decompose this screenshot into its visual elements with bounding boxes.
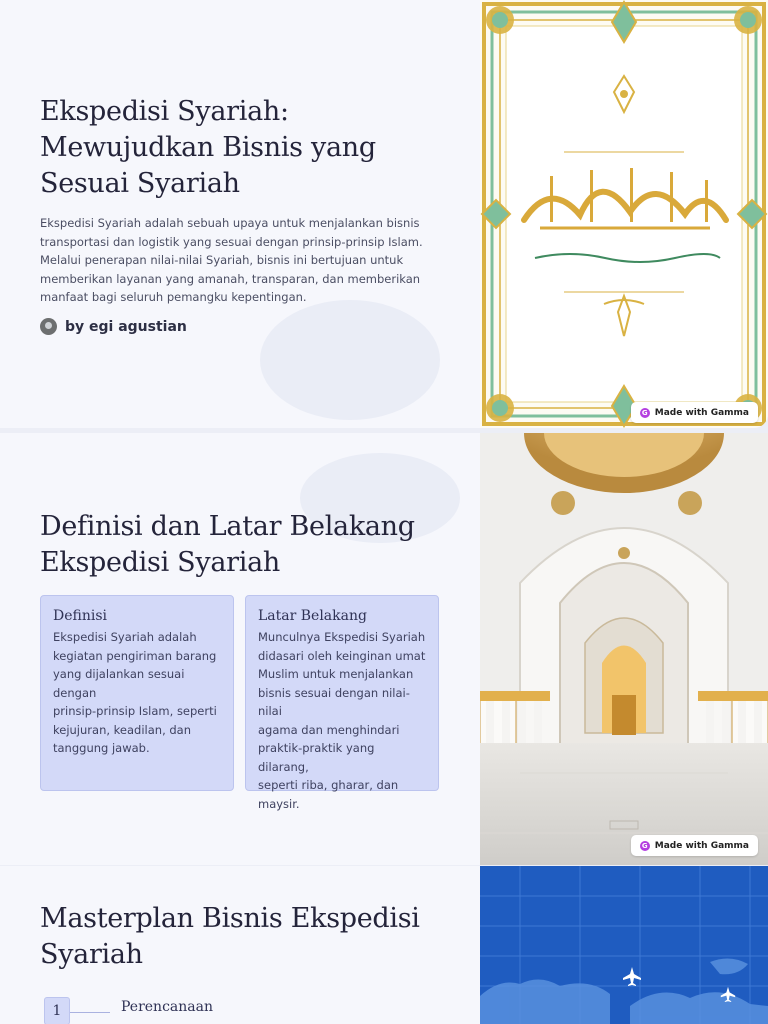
card-line: yang dijalankan sesuai dengan: [53, 667, 185, 700]
slide-masterplan: [0, 866, 768, 1024]
title-line: Syariah: [40, 939, 143, 970]
card-line: maysir.: [258, 796, 300, 811]
description-line: transportasi dan logistik yang sesuai dengan prinsip-prinsip Islam.: [40, 234, 423, 249]
card-line: prinsip-prinsip Islam, seperti: [53, 704, 217, 718]
card-text: [258, 628, 426, 813]
card-line: Ekspedisi Syariah adalah: [53, 630, 197, 644]
slide-masterplan-heading: [40, 901, 420, 973]
author-name: by egi agustian: [65, 318, 187, 335]
made-with-gamma-badge[interactable]: [631, 835, 758, 856]
card-line: kegiatan pengiriman barang: [53, 648, 217, 663]
slide-definition-text-area: [0, 433, 480, 865]
step-number: 1: [44, 997, 70, 1024]
card-line: bisnis sesuai dengan nilai-nilai: [258, 685, 410, 718]
badge-label: Made with Gamma: [654, 407, 749, 418]
description-line: manfaat bagi seluruh pemangku kepentingan.: [40, 290, 307, 304]
gamma-logo-icon: G: [640, 841, 650, 851]
slide-title-heading: [40, 94, 376, 202]
world-map-image: [480, 866, 768, 1024]
slide-masterplan-text-area: [0, 866, 480, 1024]
mosque-interior-illustration: [480, 433, 768, 865]
card-line: seperti riba, gharar, dan: [258, 778, 399, 792]
calligraphy-frame-image: [480, 0, 768, 428]
card-line: kejujuran, keadilan, dan: [53, 722, 192, 737]
card-line: praktik-praktik yang dilarang,: [258, 741, 375, 774]
card-line: Muslim untuk menjalankan: [258, 667, 414, 681]
slide-definition: [0, 433, 768, 865]
card-line: Munculnya Ekspedisi Syariah: [258, 630, 426, 644]
card-line: agama dan menghindari: [258, 722, 400, 737]
made-with-gamma-badge[interactable]: [631, 402, 758, 423]
gamma-logo-icon: G: [640, 408, 650, 418]
description-line: Melalui penerapan nilai-nilai Syariah, bisnis ini bertujuan untuk: [40, 253, 404, 267]
title-line: Sesuai Syariah: [40, 168, 240, 199]
card-heading: Latar Belakang: [258, 608, 367, 624]
slide-definition-heading: [40, 509, 415, 581]
title-line: Definisi dan Latar Belakang: [40, 511, 415, 542]
step-connector: [70, 1012, 110, 1013]
badge-label: Made with Gamma: [654, 840, 749, 851]
slide-title: [0, 0, 768, 428]
description-line: Ekspedisi Syariah adalah sebuah upaya untuk menjalankan bisnis: [40, 216, 420, 230]
title-line: Ekspedisi Syariah:: [40, 96, 289, 127]
step-label: Perencanaan: [121, 999, 213, 1015]
avatar: [40, 318, 57, 335]
title-line: Masterplan Bisnis Ekspedisi: [40, 903, 420, 934]
card-text: [53, 628, 221, 758]
background-card: [245, 595, 439, 811]
mosque-interior-image: [480, 433, 768, 865]
islamic-frame-illustration: [480, 0, 768, 428]
title-line: Mewujudkan Bisnis yang: [40, 132, 376, 163]
definition-card: [40, 595, 234, 791]
card-line: didasari oleh keinginan umat: [258, 648, 426, 663]
slide-title-description: [40, 214, 435, 307]
card-line: tanggung jawab.: [53, 741, 150, 755]
description-line: memberikan layanan yang amanah, transparan, dan memberikan: [40, 271, 421, 286]
slide-title-text-area: [0, 0, 480, 428]
card-heading: Definisi: [53, 608, 108, 624]
title-line: Ekspedisi Syariah: [40, 547, 280, 578]
author-line: [40, 318, 187, 335]
world-map-illustration: [480, 866, 768, 1024]
